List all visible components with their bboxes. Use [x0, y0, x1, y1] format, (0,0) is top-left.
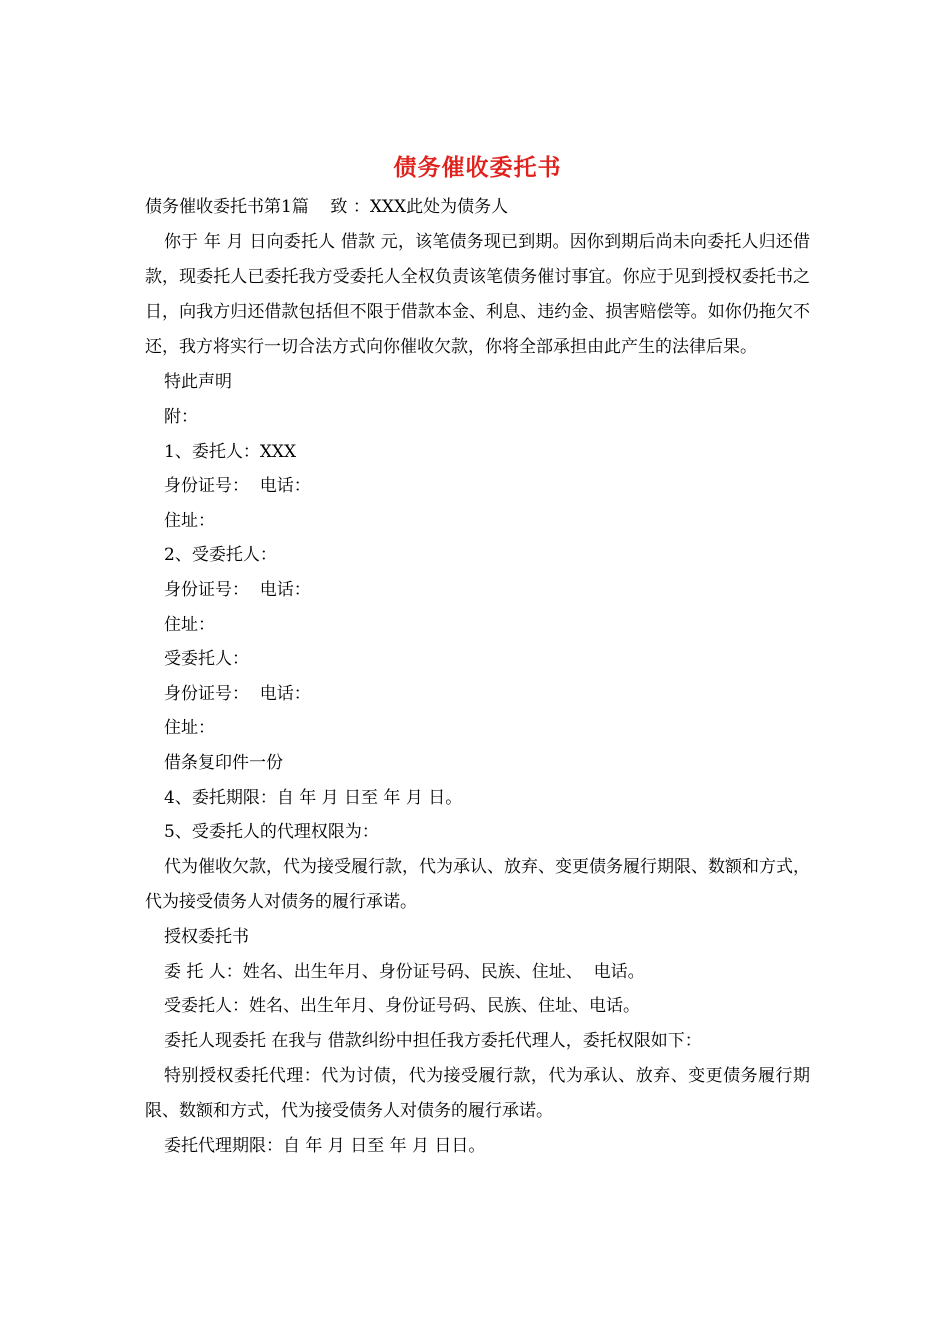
document-title: 债务催收委托书 — [393, 154, 562, 181]
attachment-label: 附： — [164, 407, 198, 427]
paragraph-special-authority: 特别授权委托代理：代为讨债，代为接受履行款，代为承认、放弃、变更债务履行期限、数额和方式，代为接受债务人对债务的履行承诺。 — [145, 1065, 810, 1121]
document-page — [145, 148, 810, 1164]
agent-2-address: 住址： — [164, 718, 215, 739]
term-line: 4、委托期限：自 年 月 日至 年 月 日。 — [164, 787, 463, 808]
principal-fields: 委 托 人：姓名、出生年月、身份证号码、民族、住址、 电话。 — [164, 961, 645, 982]
appointment-line: 委托人现委托 在我与 借款纠纷中担任我方委托代理人，委托权限如下： — [164, 1030, 702, 1051]
iou-copy-line: 借条复印件一份 — [164, 752, 283, 773]
power-of-attorney-heading: 授权委托书 — [164, 927, 249, 948]
agent-id-phone: 身份证号： 电话： — [164, 579, 311, 600]
heading-line: 债务催收委托书第1篇 致 ：XXX此处为债务人 — [145, 197, 509, 217]
principal-id-phone: 身份证号： 电话： — [164, 476, 311, 497]
paragraph-authority: 代为催收欠款，代为接受履行款，代为承认、放弃、变更债务履行期限、数额和方式，代为接受债务人对债务的履行承诺。 — [145, 856, 810, 912]
principal-address: 住址： — [164, 510, 215, 531]
agent-address: 住址： — [164, 614, 215, 635]
statement-line: 特此声明 — [164, 372, 232, 393]
agent-2-id-phone: 身份证号： 电话： — [164, 683, 311, 704]
agency-term-line: 委托代理期限：自 年 月 日至 年 月 日日。 — [164, 1135, 486, 1156]
paragraph-debt-notice: 你于 年 月 日向委托人 借款 元，该笔债务现已到期。因你到期后尚未向委托人归还借款，现委托人已委托我方受委托人全权负责该笔债务催讨事宜。你应于见到授权委托书之日，向我方归还借款包括但不限于借款本金、利息、违约金、损害赔偿等。如你仍拖欠不还，我方将实行一切合法方式向你催收欠款，你将全部承担由此产生的法律后果。 — [145, 231, 810, 358]
principal-line: 1、委托人：XXX — [164, 441, 297, 462]
agent-line: 2、受委托人： — [164, 545, 277, 566]
authority-label: 5、受委托人的代理权限为： — [164, 822, 379, 843]
agent-fields: 受委托人：姓名、出生年月、身份证号码、民族、住址、电话。 — [164, 996, 640, 1017]
agent-2-line: 受委托人： — [164, 649, 249, 670]
